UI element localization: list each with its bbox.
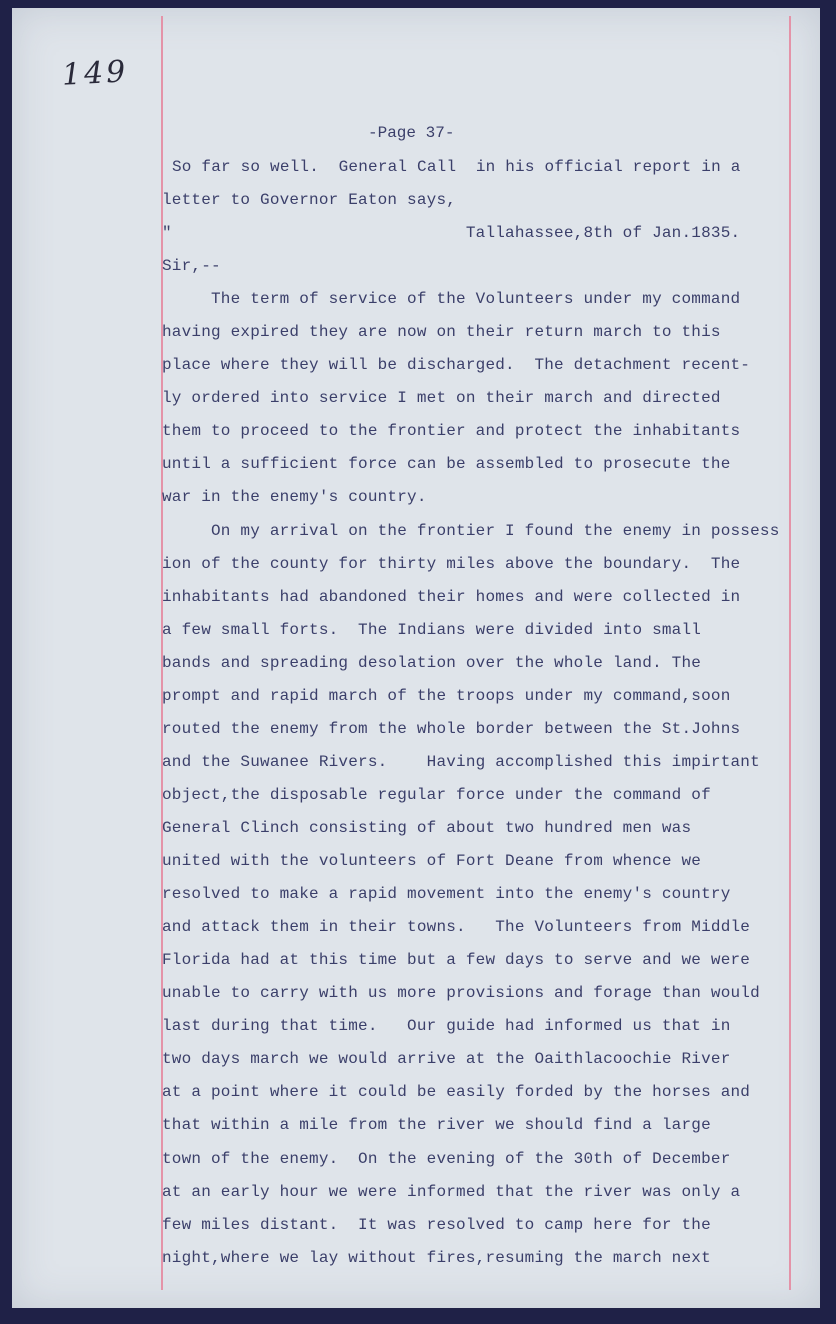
text-line: resolved to make a rapid movement into the enemy's country	[162, 885, 731, 903]
text-line: until a sufficient force can be assembled to prosecute the	[162, 455, 731, 473]
text-line: So far so well. General Call in his official report in a	[172, 158, 741, 176]
text-line: united with the volunteers of Fort Deane from whence we	[162, 852, 702, 870]
text-line: and attack them in their towns. The Volunteers from Middle	[162, 918, 751, 936]
text-line: and the Suwanee Rivers. Having accomplished this impirtant	[162, 753, 760, 771]
text-line: On my arrival on the frontier I found the enemy in possess	[162, 522, 780, 540]
text-line: Sir,--	[162, 257, 221, 275]
page-header: -Page 37-	[368, 124, 455, 142]
text-line: that within a mile from the river we should find a large	[162, 1116, 711, 1134]
text-line: General Clinch consisting of about two hundred men was	[162, 819, 692, 837]
text-line: having expired they are now on their return march to this	[162, 323, 721, 341]
text-line: object,the disposable regular force under the command of	[162, 786, 711, 804]
text-line: at an early hour we were informed that the river was only a	[162, 1183, 741, 1201]
text-line: two days march we would arrive at the Oaithlacoochie River	[162, 1050, 731, 1068]
text-line: at a point where it could be easily forded by the horses and	[162, 1083, 751, 1101]
text-line: " Tallahassee,8th of Jan.1835.	[162, 224, 741, 242]
folio-number: 149	[61, 54, 130, 93]
text-line: a few small forts. The Indians were divided into small	[162, 621, 702, 639]
text-line: war in the enemy's country.	[162, 488, 427, 506]
text-line: unable to carry with us more provisions and forage than would	[162, 984, 760, 1002]
text-line: last during that time. Our guide had informed us that in	[162, 1017, 731, 1035]
text-line: letter to Governor Eaton says,	[162, 191, 457, 209]
text-line: Florida had at this time but a few days to serve and we were	[162, 951, 751, 969]
text-line: inhabitants had abandoned their homes and were collected in	[162, 588, 741, 606]
text-line: town of the enemy. On the evening of the 30th of December	[162, 1150, 731, 1168]
text-line: bands and spreading desolation over the whole land. The	[162, 654, 702, 672]
text-line: prompt and rapid march of the troops under my command,soon	[162, 687, 731, 705]
text-line: The term of service of the Volunteers under my command	[162, 290, 741, 308]
text-line: routed the enemy from the whole border between the St.Johns	[162, 720, 741, 738]
text-line: ion of the county for thirty miles above the boundary. The	[162, 555, 741, 573]
text-line: ly ordered into service I met on their march and directed	[162, 389, 721, 407]
text-line: night,where we lay without fires,resuming the march next	[162, 1249, 711, 1267]
text-line: them to proceed to the frontier and protect the inhabitants	[162, 422, 741, 440]
text-line: few miles distant. It was resolved to camp here for the	[162, 1216, 711, 1234]
text-line: place where they will be discharged. The detachment recent-	[162, 356, 751, 374]
right-margin-rule	[789, 16, 791, 1290]
